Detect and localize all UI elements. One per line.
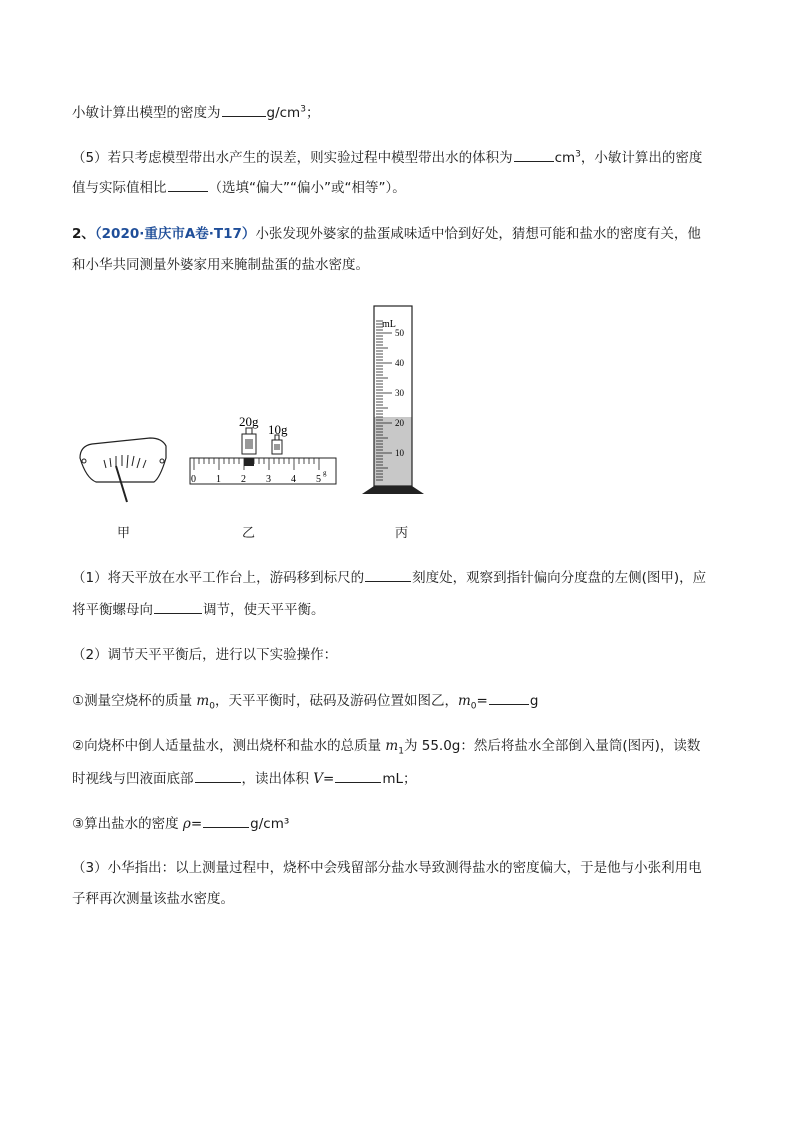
- line-q5-cont: 值与实际值相比 （选填“偏大”“偏小”或“相等”）。: [72, 177, 406, 198]
- experiment-figure: [70, 298, 370, 508]
- answer-blank[interactable]: [203, 813, 249, 828]
- line-q1-cont: 将平衡螺母向 调节，使天平平衡。: [72, 599, 325, 620]
- cylinder-tick-label: 40: [395, 358, 404, 368]
- cylinder-tick-label: 10: [395, 448, 404, 458]
- answer-blank[interactable]: [335, 768, 381, 783]
- line-step1: ①测量空烧杯的质量 $m_0$，天平平衡时，砝码及游码位置如图乙，$m_0= g$: [72, 690, 538, 711]
- cylinder-tick-label: 30: [395, 388, 404, 398]
- cylinder-tick-label: 50: [395, 328, 404, 338]
- ruler-tick-label: 2: [241, 474, 246, 485]
- balance-dial: [80, 438, 166, 502]
- figure-label-yi: 乙: [242, 526, 256, 541]
- answer-blank[interactable]: [154, 599, 202, 614]
- ruler-tick-label: 3: [266, 474, 271, 485]
- figure-label-jia: 甲: [117, 526, 131, 541]
- line-problem-2: 2、（2020·重庆市A卷·T17）小张发现外婆家的盐蛋咸味适中恰到好处，猜想可能和盐水的密度有关，他: [72, 226, 701, 242]
- weight-20g: [242, 428, 256, 454]
- line-step2-cont: 时视线与凹液面底部 ，读出体积 V= mL；: [72, 768, 417, 789]
- ruler-tick-label: 1: [216, 474, 221, 485]
- weight-10g-label: 10g: [268, 422, 288, 437]
- ruler-tick-label: 0: [191, 474, 196, 485]
- weight-20g-label: 20g: [239, 414, 259, 429]
- line-step2: ②向烧杯中倒人适量盐水，测出烧杯和盐水的总质量 $m_1$为 55.0g：然后将盐水全部倒入量筒(图丙)，读数: [72, 738, 701, 757]
- line-step3: ③算出盐水的密度 ρ= g/cm³: [72, 813, 289, 834]
- liquid: [374, 417, 412, 486]
- answer-blank[interactable]: [514, 147, 554, 162]
- line-q3: （3）小华指出：以上测量过程中，烧杯中会残留部分盐水导致测得盐水的密度偏大，于是他与小张利用电: [72, 860, 702, 876]
- answer-blank[interactable]: [222, 102, 266, 117]
- balance-ruler: [190, 458, 336, 484]
- ruler-unit-label: g: [323, 469, 327, 477]
- line-model-density: 小敏计算出模型的密度为 $g/cm^3$；: [72, 102, 319, 123]
- line-problem-2-cont: 和小华共同测量外婆家用来腌制盐蛋的盐水密度。: [72, 257, 369, 273]
- cylinder-tick-label: 20: [395, 418, 404, 428]
- ruler-tick-label: 4: [291, 474, 296, 485]
- answer-blank[interactable]: [489, 690, 529, 705]
- figure-label-bing: 丙: [395, 526, 409, 541]
- problem-source: （2020·重庆市A卷·T17）: [94, 226, 256, 242]
- cylinder-unit-label: mL: [382, 319, 396, 330]
- line-q2: （2）调节天平平衡后，进行以下实验操作：: [72, 647, 338, 663]
- ruler-tick-label: 5: [316, 474, 321, 485]
- line-q3-cont: 子秤再次测量该盐水密度。: [72, 891, 234, 907]
- answer-blank[interactable]: [195, 768, 241, 783]
- line-q1: （1）将天平放在水平工作台上，游码移到标尺的 刻度处，观察到指针偏向分度盘的左侧(图甲)，应: [72, 567, 706, 588]
- line-q5: （5）若只考虑模型带出水产生的误差，则实验过程中模型带出水的体积为 $cm^3$，小敏计算出的密度: [72, 147, 702, 168]
- answer-blank[interactable]: [168, 177, 208, 192]
- answer-blank[interactable]: [365, 567, 411, 582]
- graduated-cylinder: [360, 300, 440, 500]
- weight-10g: [272, 435, 282, 454]
